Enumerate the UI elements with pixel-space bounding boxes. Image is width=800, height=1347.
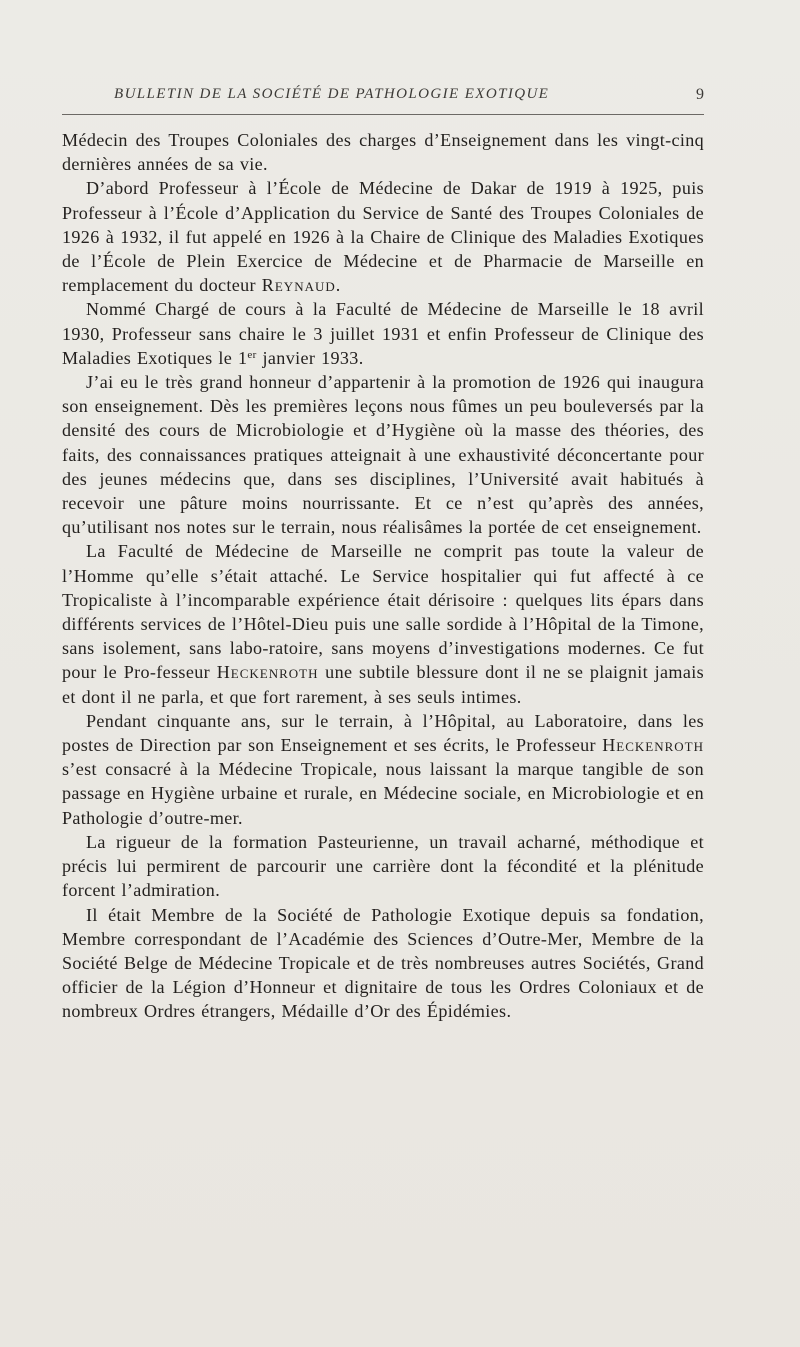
page-number: 9 [696,86,704,103]
paragraph-6 [62,709,704,830]
paragraph-5-end: une subtile blessure dont il ne se plaignit jamais et dont il ne parla, et que fort rarement, à ses seuls intimes. [62,662,705,707]
paragraph-8 [62,903,704,1024]
paragraph-2-text: D’abord Professeur à l’École de Médecine de Dakar de 1919 à 1925, puis Professeur à l’École d’Application du Service de Santé des Troupes Coloniales de 1926 à 1932, il fut appelé en 1926 à la Chaire de Clinique des Maladies Exotiques de l’École de Plein Exercice de Médecine et de Pharmacie de Marseille en remplacement du docteur [62,178,704,296]
paragraph-3 [62,297,704,370]
article-body [62,128,704,1024]
paragraph-2-end: . [335,275,341,296]
running-head [62,86,704,115]
paragraph-1 [62,128,704,176]
paragraph-3-text: Nommé Chargé de cours à la Faculté de Médecine de Marseille le 18 avril 1930, Professeur sans chaire le 3 juillet 1931 et enfin Professeur de Clinique des Maladies Exotiques le 1 [62,299,704,368]
paragraph-3-end: janvier 1933. [256,347,364,368]
paragraph-6-text: Pendant cinquante ans, sur le terrain, à l’Hôpital, au Laboratoire, dans les postes de Direction par son Enseignement et ses écrits, le Professeur [62,710,704,756]
person-name-heckenroth-2: Heckenroth [602,735,705,756]
person-name-reynaud: Reynaud [261,275,336,296]
paragraph-5 [62,539,704,708]
paragraph-8-text: Il était Membre de la Société de Pathologie Exotique depuis sa fondation, Membre correspondant de l’Académie des Sciences d’Outre-Mer, Membre de la Société Belge de Médecine Tropicale et de très nombreuses autres Sociétés, Grand officier de la Légion d’Honneur et dignitaire de tous les Ordres Coloniaux et de nombreux Ordres étrangers, Médaille d’Or des Épidémies. [62,904,704,1022]
paragraph-6-end: s’est consacré à la Médecine Tropicale, nous laissant la marque tangible de son passage en Hygiène urbaine et rurale, en Médecine sociale, en Microbiologie et en Pathologie d’outre-mer. [62,759,704,828]
ordinal-superscript: er [247,348,257,361]
paragraph-5-text: La Faculté de Médecine de Marseille ne comprit pas toute la valeur de l’Homme qu’elle s’était attaché. Le Service hospitalier qui fut affecté à ce Tropicaliste à l’incomparable expérience était dérisoire : quelques lits épars dans différents services de l’Hôtel-Dieu puis une salle sordide à l’Hôpital de la Timone, sans isolement, sans labo-ratoire, sans moyens d’investigations modernes. Ce fut pour le Pro-fesseur [62,541,704,683]
paragraph-7 [62,830,704,903]
paragraph-4 [62,370,704,539]
person-name-heckenroth: Heckenroth [216,662,319,683]
paragraph-2 [62,176,704,297]
paragraph-1-text: Médecin des Troupes Coloniales des charges d’Enseignement dans les vingt-cinq dernières années de sa vie. [62,130,704,175]
paragraph-7-text: La rigueur de la formation Pasteurienne, un travail acharné, méthodique et précis lui permirent de parcourir une carrière dont la fécondité et la plénitude forcent l’admiration. [62,831,704,901]
paragraph-4-text: J’ai eu le très grand honneur d’appartenir à la promotion de 1926 qui inaugura son enseignement. Dès les premières leçons nous fûmes un peu bouleversés par la densité des cours de Microbiologie et d’Hygiène où la masse des théories, des faits, des connaissances pratiques atteignait à une exhaustivité déconcertante pour des jeunes médecins que, dans ses disciplines, l’Université avait habitués à recevoir une pâture moins nourrissante. Et ce n’est qu’après des années, qu’utilisant nos notes sur le terrain, nous réalisâmes la portée de cet enseignement. [62,372,704,538]
running-title: BULLETIN DE LA SOCIÉTÉ DE PATHOLOGIE EXOTIQUE [114,86,550,102]
